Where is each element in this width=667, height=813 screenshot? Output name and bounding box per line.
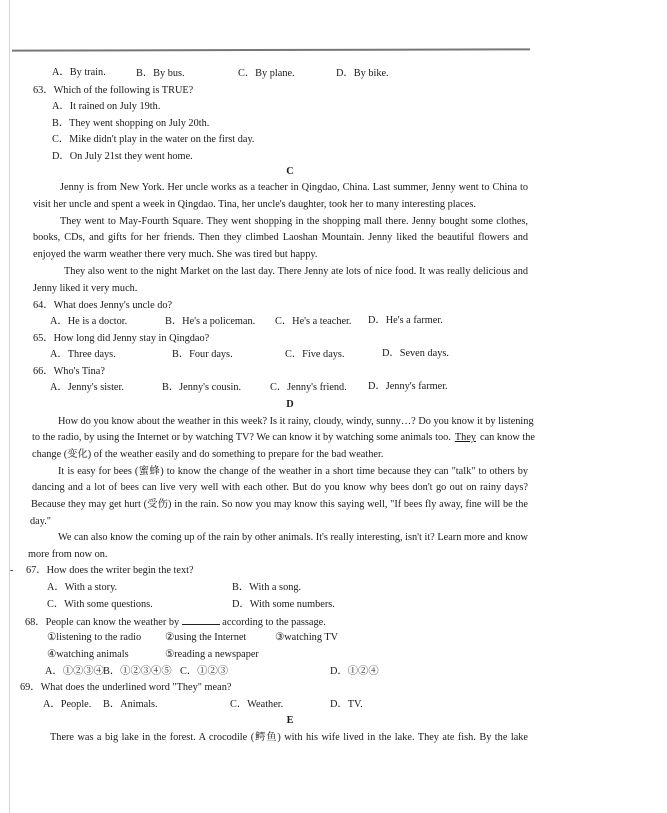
q63-option-b: B．They went shopping on July 20th. bbox=[52, 118, 210, 129]
q68-item-5: ⑤reading a newspaper bbox=[165, 649, 259, 660]
q64-option-d: D．He's a farmer. bbox=[368, 315, 443, 326]
q68-option-c: C．①②③ bbox=[180, 666, 229, 677]
q69-option-d: D．TV. bbox=[330, 699, 363, 710]
q63-option-c: C．Mike didn't play in the water on the first day. bbox=[52, 134, 255, 145]
q68-item-1: ①listening to the radio bbox=[47, 632, 142, 643]
passage-d-line: dancing and a lot of bees can live very well with each other. But do you know why bees don't go out on rainy days? bbox=[32, 482, 528, 493]
passage-e-heading: E bbox=[286, 715, 294, 726]
passage-d-line: more from now on. bbox=[28, 549, 108, 560]
q68-question bbox=[25, 615, 326, 629]
q64-option-b: B．He's a policeman. bbox=[165, 316, 256, 327]
q65-option-a: A．Three days. bbox=[50, 349, 116, 360]
passage-e-line: There was a big lake in the forest. A crocodile (鳄鱼) with his wife lived in the lake. They ate fish. By the lake bbox=[50, 732, 528, 743]
passage-d-line-part: to the radio, by using the Internet or by watching TV? We can know it by watching some animals too. bbox=[32, 432, 451, 443]
margin-mark: - bbox=[10, 565, 14, 576]
q66-option-a: A．Jenny's sister. bbox=[50, 382, 124, 393]
passage-d-line-part: can know the bbox=[480, 432, 535, 443]
passage-d-line: Because they may get hurt (受伤) in the rain. So now you may know this saying well, "If bees fly away, fine will be the bbox=[31, 499, 528, 510]
passage-c-line: visit her uncle and spent a week in Qingdao. Tina, her uncle's daughter, took her to many interesting places. bbox=[33, 199, 476, 210]
q68-item-4: ④watching animals bbox=[47, 649, 129, 660]
answer-blank bbox=[182, 615, 220, 625]
underlined-word-they: They bbox=[454, 432, 477, 443]
q62-option-d: D．By bike. bbox=[336, 68, 389, 79]
q67-option-a: A．With a story. bbox=[47, 582, 118, 593]
passage-c-line: Jenny is from New York. Her uncle works as a teacher in Qingdao, China. Last summer, Jenny went to China to bbox=[60, 182, 528, 193]
passage-c-line: Jenny liked it very much. bbox=[33, 283, 138, 294]
q68-item-3: ③watching TV bbox=[275, 632, 339, 643]
q68-question-end: according to the passage. bbox=[222, 617, 326, 628]
q69-option-b: B．Animals. bbox=[103, 699, 158, 710]
q67-option-d: D．With some numbers. bbox=[232, 599, 335, 610]
passage-d-line: How do you know about the weather in this week? Is it rainy, cloudy, windy, sunny…? Do you know it by listening bbox=[58, 416, 534, 427]
q64-option-c: C．He's a teacher. bbox=[275, 316, 352, 327]
q67-option-b: B．With a song. bbox=[232, 582, 302, 593]
q69-question: 69．What does the underlined word "They" mean? bbox=[20, 682, 232, 693]
q63-option-d: D．On July 21st they went home. bbox=[52, 151, 193, 162]
header-rule bbox=[12, 48, 530, 51]
passage-d-line: We can also know the coming up of the rain by other animals. It's really interesting, isn't it? Learn more and know bbox=[58, 532, 528, 543]
passage-d-line: day." bbox=[30, 516, 51, 527]
q66-option-b: B．Jenny's cousin. bbox=[162, 382, 242, 393]
q68-question-start: 68．People can know the weather by bbox=[25, 617, 180, 628]
q64-option-a: A．He is a doctor. bbox=[50, 316, 128, 327]
passage-d-line-with-underline bbox=[32, 432, 535, 444]
q67-question: 67．How does the writer begin the text? bbox=[26, 565, 194, 576]
q68-option-d: D．①②④ bbox=[330, 666, 379, 677]
passage-c-heading: C bbox=[286, 166, 294, 177]
q65-option-b: B．Four days. bbox=[172, 349, 233, 360]
q62-option-c: C．By plane. bbox=[238, 68, 295, 79]
passage-c-line: enjoyed the warm weather there very much. She was tired but happy. bbox=[33, 249, 318, 260]
q64-question: 64．What does Jenny's uncle do? bbox=[33, 300, 173, 311]
q66-question: 66．Who's Tina? bbox=[33, 366, 105, 377]
q69-option-c: C．Weather. bbox=[230, 699, 284, 710]
q68-option-a: A．①②③④ bbox=[45, 666, 104, 677]
passage-c-line: They also went to the night Market on the last day. There Jenny ate lots of nice food. It was really delicious and bbox=[64, 266, 528, 277]
q67-option-c: C．With some questions. bbox=[47, 599, 153, 610]
q66-option-d: D．Jenny's farmer. bbox=[368, 381, 448, 392]
q63-question: 63．Which of the following is TRUE? bbox=[33, 85, 194, 96]
passage-d-heading: D bbox=[286, 399, 294, 410]
q65-option-c: C．Five days. bbox=[285, 349, 345, 360]
q65-question: 65．How long did Jenny stay in Qingdao? bbox=[33, 333, 210, 344]
q62-option-b: B．By bus. bbox=[136, 68, 185, 79]
q62-option-a: A．By train. bbox=[52, 67, 106, 78]
q65-option-d: D．Seven days. bbox=[382, 348, 449, 359]
passage-c-line: They went to May-Fourth Square. They went shopping in the shopping mall there. Jenny bought some clothes, bbox=[60, 216, 528, 227]
q69-option-a: A．People. bbox=[43, 699, 92, 710]
passage-d-line: It is easy for bees (蜜蜂) to know the change of the weather in a short time because they can "talk" to others by bbox=[58, 466, 528, 477]
q68-item-2: ②using the Internet bbox=[165, 632, 247, 643]
q66-option-c: C．Jenny's friend. bbox=[270, 382, 347, 393]
q68-option-b: B．①②③④⑤ bbox=[103, 666, 172, 677]
q63-option-a: A．It rained on July 19th. bbox=[52, 101, 161, 112]
passage-c-line: books, CDs, and gifts for her friends. Then they climbed Laoshan Mountain. Jenny liked the beautiful flowers and bbox=[33, 232, 528, 243]
passage-d-line: change (变化) of the weather easily and do something to prepare for the bad weather. bbox=[32, 449, 384, 460]
